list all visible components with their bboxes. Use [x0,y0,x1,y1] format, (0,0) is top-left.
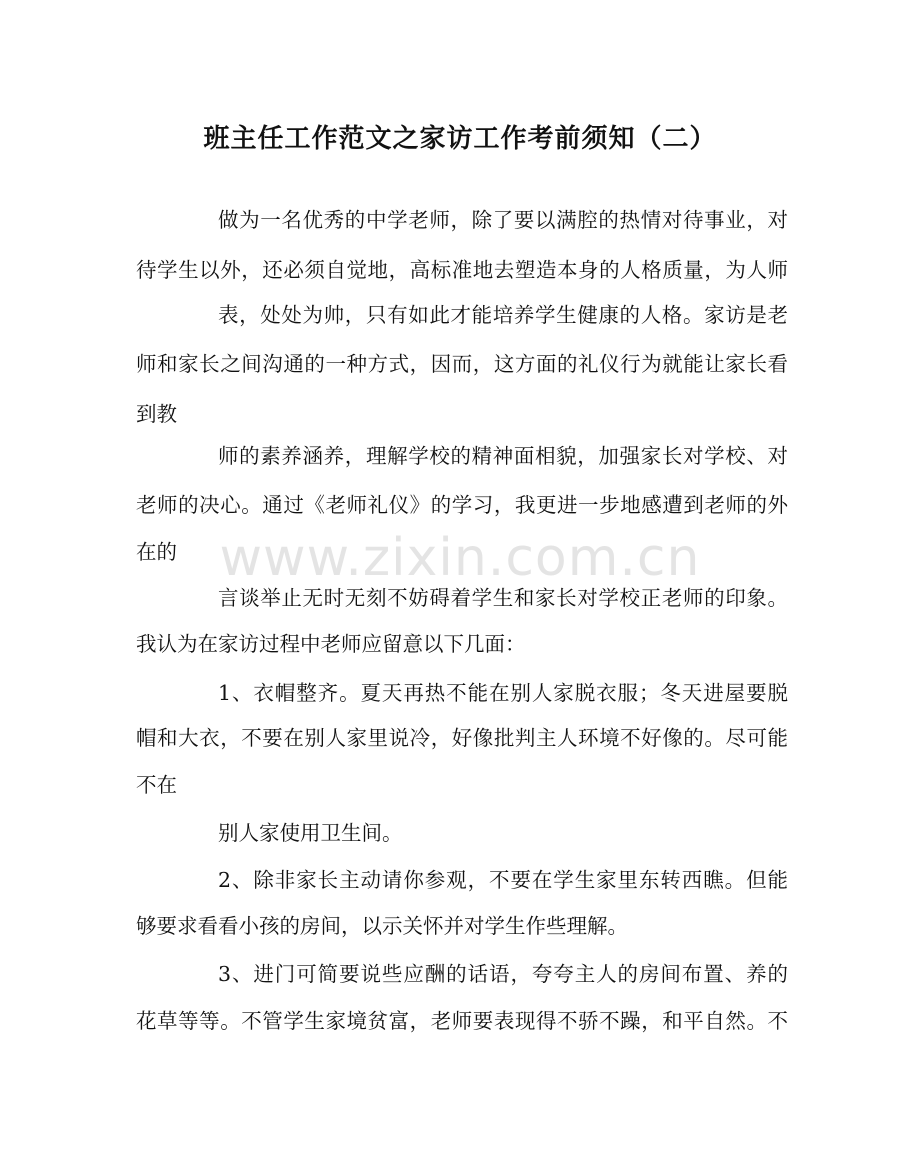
watermark: www.zixin.com.cn [219,528,701,588]
document-title: 班主任工作范文之家访工作考前须知（二） [203,124,717,154]
paragraph-line: 别人家使用卫生间。 [218,821,403,845]
paragraph-line: 我认为在家访过程中老师应留意以下几面： [136,632,526,656]
paragraph-line: 待学生以外，还必须自觉地，高标准地去塑造本身的人格质量，为人师 [136,258,788,282]
paragraph-line: 老师的决心。通过《老师礼仪》的学习，我更进一步地感遭到老师的外 [136,493,788,517]
paragraph-line: 3、进门可简要说些应酬的话语，夸夸主人的房间布置、养的 [218,962,788,986]
paragraph-line: 1、衣帽整齐。夏天再热不能在别人家脱衣服；冬天进屋要脱 [218,681,788,705]
paragraph-line: 帽和大衣，不要在别人家里说冷，好像批判主人环境不好像的。尽可能 [136,726,788,750]
paragraph-line: 言谈举止无时无刻不妨碍着学生和家长对学校正老师的印象。 [218,586,788,610]
paragraph-line: 够要求看看小孩的房间，以示关怀并对学生作些理解。 [136,914,628,938]
paragraph-line: 花草等等。不管学生家境贫富，老师要表现得不骄不躁，和平自然。不 [136,1009,788,1033]
paragraph-line: 师和家长之间沟通的一种方式，因而，这方面的礼仪行为就能让家长看 [136,352,788,376]
paragraph-line: 表，处处为帅，只有如此才能培养学生健康的人格。家访是老 [218,303,788,327]
paragraph-line: 2、除非家长主动请你参观，不要在学生家里东转西瞧。但能 [218,868,788,892]
paragraph-line: 做为一名优秀的中学老师，除了要以满腔的热情对待事业，对 [218,208,788,232]
paragraph-line: 到教 [136,402,177,426]
paragraph-line: 在的 [136,540,177,564]
paragraph-line: 不在 [136,773,177,797]
paragraph-line: 师的素养涵养，理解学校的精神面相貌，加强家长对学校、对 [218,444,788,468]
